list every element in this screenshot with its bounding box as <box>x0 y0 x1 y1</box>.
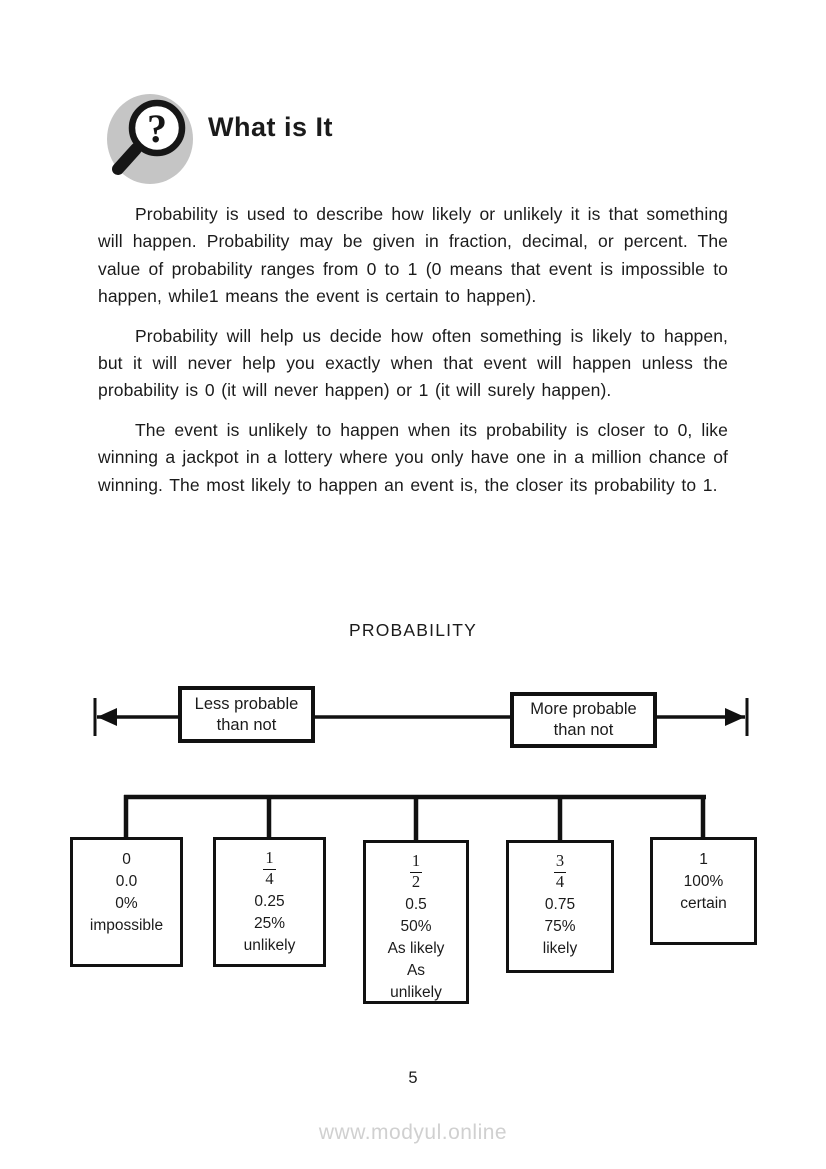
value-line: 0.0 <box>115 873 138 890</box>
arrowhead-right-icon <box>725 708 745 726</box>
probability-scale-diagram <box>0 670 826 1020</box>
fraction <box>216 849 323 889</box>
value-line: 100% <box>683 873 724 890</box>
value-line: 25% <box>253 914 286 932</box>
value-box-impossible <box>70 837 183 967</box>
paragraph-2: Probability will help us decide how often something is likely to happen, but it will never help you exactly when that event will happen unless the probability is 0 (it will never happen) or 1 (it will surely happen). <box>98 325 728 401</box>
value-line: 75% <box>544 917 576 935</box>
value-line: unlikely <box>243 936 296 954</box>
diagram-title: PROBABILITY <box>349 620 477 640</box>
body-text <box>98 201 728 511</box>
fraction-numerator: 3 <box>554 852 566 873</box>
value-box-certain <box>650 837 757 945</box>
page-number: 5 <box>408 1069 418 1087</box>
value-line: likely <box>542 939 578 957</box>
value-line: certain <box>680 895 727 912</box>
value-line: 0% <box>115 895 138 912</box>
magnifier-question-icon <box>106 93 194 185</box>
value-line: 1 <box>699 851 708 868</box>
value-line: As likely <box>387 939 445 957</box>
value-line: 0 <box>122 851 131 868</box>
value-box-as-likely <box>363 840 469 1004</box>
fraction-numerator: 1 <box>263 849 275 870</box>
header <box>106 93 333 185</box>
fraction <box>366 852 466 892</box>
less-probable-box: Less probable than not <box>178 686 315 743</box>
value-line: As <box>406 961 426 979</box>
value-box-likely <box>506 840 614 973</box>
fraction <box>509 852 611 892</box>
fraction-denominator: 2 <box>411 871 421 891</box>
value-line: impossible <box>89 917 164 934</box>
paragraph-1: Probability is used to describe how likely or unlikely it is that something will happen. Probability may be given in fraction, decimal, or percent. The value of probability ranges from 0 to 1 (0 means that event is impossible to happen, while1 means the event is certain to happen). <box>98 204 728 307</box>
fraction-denominator: 4 <box>555 871 565 891</box>
fraction-numerator: 1 <box>410 852 422 873</box>
value-line: unlikely <box>390 983 442 1001</box>
page-title: What is It <box>208 112 333 142</box>
watermark: www.modyul.online <box>318 1121 508 1144</box>
more-probable-box: More probable than not <box>510 692 657 748</box>
value-line: 50% <box>400 917 432 935</box>
paragraph-3: The event is unlikely to happen when its probability is closer to 0, like winning a jackpot in a lottery where you only have one in a million chance of winning. The most likely to happen an event is, the closer its probability to 1. <box>98 419 728 495</box>
value-line: 0.75 <box>544 895 576 913</box>
value-line: 0.5 <box>405 895 427 913</box>
value-line: 0.25 <box>254 892 285 910</box>
fraction-denominator: 4 <box>265 868 274 888</box>
question-mark-glyph: ? <box>147 106 167 151</box>
arrowhead-left-icon <box>97 708 117 726</box>
value-box-unlikely <box>213 837 326 967</box>
